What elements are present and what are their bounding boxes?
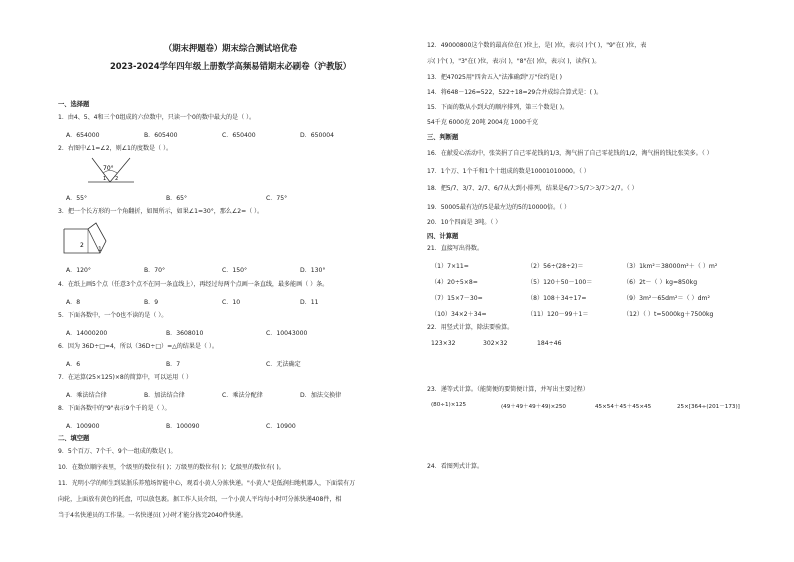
q7-option-d: D．加法交换律 <box>300 392 342 399</box>
question-14: 14．将648－126=522，522÷18=29合并成综合算式是：( )。 <box>427 89 603 96</box>
q5-option-a: A．14000200 <box>66 330 108 337</box>
angle-label-70: 70° <box>103 165 114 172</box>
fold-figure <box>62 221 110 255</box>
angle-label-2: 2 <box>115 176 119 182</box>
step-calc-2: (49＋49＋49＋49)×250 <box>501 404 566 410</box>
angle-figure <box>86 156 136 186</box>
step-calc-4: 25×[364÷(201－173)] <box>677 404 740 410</box>
question-12-line-1: 12．49000800这个数的最高位在( )位上，是( )位，表示( )个( )，"9"在( )位，表 <box>427 42 647 49</box>
section-judge: 三、判断题 <box>427 134 459 141</box>
q7-option-b: B．加法结合律 <box>144 392 185 399</box>
question-16: 16．在献爱心活动中，张笑捐了自己零花钱的1/3，淘气捐了自己零花钱的1/2，淘气捐的钱比张笑多。（ ） <box>427 150 713 157</box>
page-title: （期末押题卷）期末综合测试培优卷 <box>163 43 298 53</box>
q8-option-c: C．10900 <box>266 423 296 430</box>
q7-option-a: A．乘法结合律 <box>66 392 107 399</box>
question-7: 7．在运算(25×125)×8的简算中，可以运用（ ） <box>58 374 193 381</box>
q1-option-c: C．650400 <box>222 132 256 139</box>
calc-3: （3）1km²＝38000m²＋（ ）m² <box>623 263 718 270</box>
q6-option-c: C．无法确定 <box>266 361 301 368</box>
q3-option-b: B．70° <box>144 267 166 274</box>
vertical-calc-2: 302×32 <box>483 340 508 347</box>
calc-8: （8）108＋34÷17= <box>527 295 587 302</box>
vertical-calc-1: 123×32 <box>431 340 456 347</box>
calc-2: （2）56÷(28÷2)＝ <box>527 263 584 270</box>
vertical-calc-3: 184÷46 <box>537 340 562 347</box>
question-20: 20．10个四面是 3吨。（ ） <box>427 219 502 226</box>
question-11-line-3: 当于4名快递员的工作量。一名快递员( )小时才能分拣完2040件快递。 <box>58 512 247 519</box>
question-24: 24．看图列式计算。 <box>427 463 484 470</box>
calc-12: （12）（ ）t=5000kg＋7500kg <box>623 311 714 318</box>
question-21: 21．直接写出得数。 <box>427 245 484 252</box>
q6-option-b: B．7 <box>166 361 181 368</box>
fold-label-1: 1 <box>98 246 102 253</box>
question-18: 18．把5/7、3/7、2/7、6/7从大到小排列，结果是6/7＞5/7＞3/7＞2/7。（ ） <box>427 185 638 192</box>
q5-option-c: C．10043000 <box>266 330 308 337</box>
q8-option-b: B．100090 <box>166 423 200 430</box>
question-11-line-1: 11．光明小学的师生到某浙乐养殖场智能中心，观看小黄人分拣快递。"小黄人"是低润扫地机器人，下面装有万 <box>58 480 356 487</box>
q1-option-a: A．654000 <box>66 132 100 139</box>
q4-option-c: C．10 <box>222 299 241 306</box>
page-subtitle: 2023-2024学年四年级上册数学高频易错期末必刷卷（沪教版） <box>109 61 352 71</box>
question-6: 6．因为 36D÷□=4，所以（36D÷□）=△的结果是（ ）。 <box>58 343 218 350</box>
question-23: 23．递等式计算。（能简便的要简便计算，并写出主要过程） <box>427 386 589 393</box>
question-9: 9．5个百万、7个千、9个一组成的数是( )。 <box>58 448 177 455</box>
question-19: 19．50005最有边的5是最左边的5的10000倍。（ ） <box>427 204 571 211</box>
q3-option-d: D．130° <box>300 267 326 274</box>
question-22: 22．用竖式计算，除法要验算。 <box>427 324 514 331</box>
question-17: 17．1个万、1个千和1个十组成的数是10001010000。（ ） <box>427 168 590 175</box>
q8-option-a: A．100900 <box>66 423 100 430</box>
calc-6: （6）2t－（ ）kg=850kg <box>623 279 698 286</box>
question-13: 13．把47025用"四舍五入"法准确到"万"位约是( ) <box>427 74 562 81</box>
q3-option-a: A．120° <box>66 267 91 274</box>
calc-9: （9）3m²－65dm²＝（ ）dm² <box>623 295 710 302</box>
calc-7: （7）15×7－30= <box>431 295 483 302</box>
step-calc-3: 45×54＋45＋45×45 <box>595 404 652 410</box>
q7-option-c: C．乘法分配律 <box>222 392 263 399</box>
question-3: 3．把一个长方形的一个角翻折，如图所示，如果∠1=30°，那么∠2=（ ）。 <box>58 208 264 215</box>
calc-1: （1）7×11= <box>431 263 469 270</box>
section-calc: 四、计算题 <box>427 233 459 240</box>
q4-option-d: D．11 <box>300 299 319 306</box>
section-choice: 一、选择题 <box>58 101 90 108</box>
calc-5: （5）120＋50－100＝ <box>527 279 593 286</box>
calc-11: （11）120－99＋1＝ <box>527 311 589 318</box>
q4-option-a: A．8 <box>66 299 81 306</box>
section-fill: 二、填空题 <box>58 435 90 442</box>
question-11-line-2: 向轮，上面放有黄色的托盘，可以放包裹。据工作人员介绍，一个小黄人平均每小时可分拣快递408件，相 <box>58 496 342 503</box>
calc-4: （4）20÷5×8= <box>431 279 478 286</box>
calc-10: （10）34×2＋34= <box>431 311 487 318</box>
question-12-line-2: 示( )个( )，"3"在( )位，表示( )，"8"在( )位，表示( )，读作( )。 <box>427 58 601 65</box>
q1-option-d: D．650004 <box>300 132 335 139</box>
question-4: 4．在纸上画5个点（任意3个点不在同一条直线上），再经过每两个点画一条直线，最多能画（ ）条。 <box>58 281 329 288</box>
q2-option-b: B．65° <box>166 195 188 202</box>
q2-option-c: C．75° <box>266 195 288 202</box>
q6-option-a: A．6 <box>66 361 81 368</box>
angle-label-1: 1 <box>103 176 107 182</box>
q4-option-b: B．9 <box>144 299 159 306</box>
q2-option-a: A．55° <box>66 195 88 202</box>
q5-option-b: B．3608010 <box>166 330 204 337</box>
fold-label-2: 2 <box>80 242 84 249</box>
q1-option-b: B．605400 <box>144 132 178 139</box>
question-8: 8．下面各数中的"9"表示9个千的是（ ）。 <box>58 405 171 412</box>
q3-option-c: C．150° <box>222 267 248 274</box>
question-15-list: 54千克 6000克 20吨 2004克 1000千克 <box>427 119 539 126</box>
question-1: 1．由4、5、4和三个0组成的六位数中，只读一个0的数中最大的是（ ）。 <box>58 114 256 121</box>
question-10: 10．在数位顺序表里，个级里的数位有( )；万级里的数位有( )；亿级里的数位有( )。 <box>58 464 285 471</box>
step-calc-1: (80÷1)×125 <box>431 402 467 408</box>
question-2: 2．右图中∠1=∠2，则∠1的度数是（ ）。 <box>58 145 173 152</box>
question-15: 15．下面的数从小到大的顺序排列，第三个数是( )。 <box>427 104 569 111</box>
question-5: 5．下面各数中，一个0也不读的是（ ）。 <box>58 312 168 319</box>
